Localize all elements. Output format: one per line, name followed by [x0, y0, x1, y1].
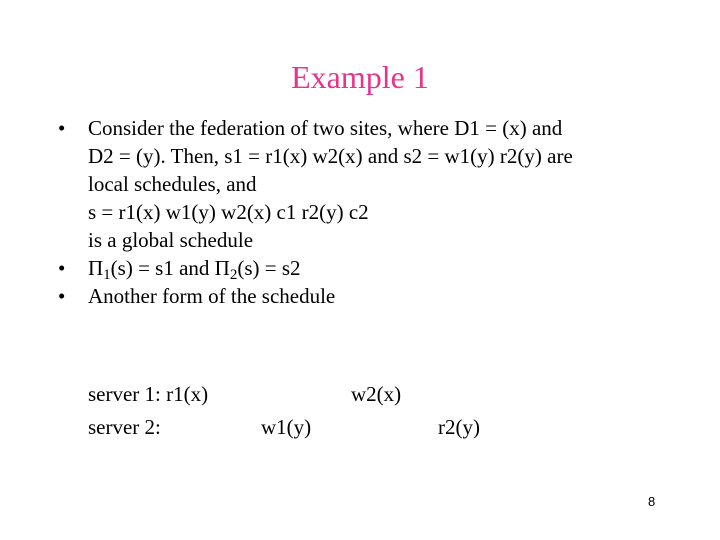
bullet-item-projections — [58, 254, 698, 282]
pi-subscript: 1 — [103, 267, 111, 283]
bullet-item-federation — [58, 114, 698, 254]
bullet-dot-icon: • — [58, 284, 66, 308]
server1-label: server 1: r1(x) — [88, 382, 209, 406]
bullet-text-line: is a global schedule — [88, 228, 254, 252]
bullet-text-line: local schedules, and — [88, 172, 257, 196]
bullet-text-line: D2 = (y). Then, s1 = r1(x) w2(x) and s2 = w1(y) r2(y) are — [88, 144, 573, 168]
bullet-dot-icon: • — [58, 116, 66, 140]
bullet-text-line: Another form of the schedule — [88, 284, 336, 308]
server2-operation: r2(y) — [438, 415, 480, 439]
server2-operation: w1(y) — [261, 415, 312, 439]
projection-formula — [88, 254, 698, 282]
bullet-item-another-form — [58, 282, 698, 310]
pi-symbol: Π — [88, 256, 104, 280]
bullet-dot-icon: • — [58, 256, 66, 280]
pi-subscript: 2 — [229, 267, 238, 283]
page-number: 8 — [648, 494, 656, 509]
global-schedule-formula: s = r1(x) w1(y) w2(x) c1 r2(y) c2 — [88, 200, 369, 224]
projection-text: (s) = s1 and — [110, 256, 215, 280]
slide-title: Example 1 — [291, 59, 429, 95]
pi-symbol: Π — [214, 256, 230, 280]
server1-operation: w2(x) — [351, 382, 402, 406]
projection-text: (s) = s2 — [237, 256, 301, 280]
server2-label: server 2: — [88, 415, 161, 439]
bullet-text-line: Consider the federation of two sites, where D1 = (x) and — [88, 116, 563, 140]
bullet-list — [58, 114, 698, 310]
